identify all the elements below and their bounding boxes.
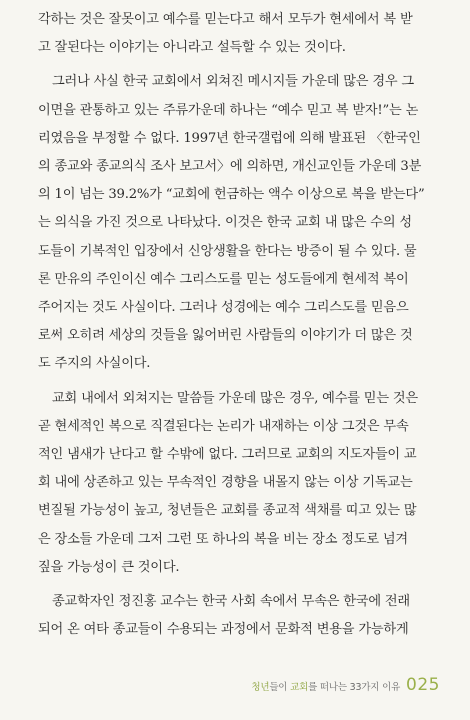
text-line: 로써 오히려 세상의 것들을 잃어버린 사람들의 이야기가 더 많은 것 [38,328,413,344]
page-number: 025 [406,675,440,695]
paragraph-3 [38,385,450,582]
paragraph-1 [38,6,450,62]
running-title [251,679,400,693]
text-line: 론 만유의 주인이신 예수 그리스도를 믿는 성도들에게 현세적 복이 [38,271,409,287]
text-line: 변질될 가능성이 높고, 청년들은 교회를 종교적 색채를 띠고 있는 많 [38,503,417,519]
running-title-accent: 청년 [251,682,270,693]
text-line: 그러나 사실 한국 교회에서 외쳐진 메시지들 가운데 많은 경우 그 [52,74,414,90]
text-line: 이면을 관통하고 있는 주류가운데 하나는 “예수 믿고 복 받자!”는 논 [38,102,419,118]
text-line: 도들이 기복적인 입장에서 신앙생활을 한다는 방증이 될 수 있다. 물 [38,243,417,259]
text-line: 교회 내에서 외쳐지는 말씀들 가운데 많은 경우, 예수를 믿는 것은 [52,390,418,406]
text-line: 도 주지의 사실이다. [38,356,151,372]
text-line: 종교학자인 정진홍 교수는 한국 사회 속에서 무속은 한국에 전래 [52,594,410,610]
text-line: 회 내에 상존하고 있는 무속적인 경향을 내몰지 않는 이상 기독교는 [38,475,413,491]
text-line: 각하는 것은 잘못이고 예수를 믿는다고 해서 모두가 현세에서 복 받 [38,12,413,27]
text-line: 는 의식을 가진 것으로 나타났다. 이것은 한국 교회 내 많은 수의 성 [38,215,412,231]
text-line: 의 1이 넘는 39.2%가 “교회에 헌금하는 액수 이상으로 복을 받는다” [38,187,425,203]
text-line: 곧 현세적인 복으로 직결된다는 논리가 내재하는 이상 그것은 무속 [38,418,409,434]
text-line: 주어지는 것도 사실이다. 그러나 성경에는 예수 그리스도를 믿음으 [38,300,409,316]
paragraph-4 [38,588,450,644]
text-line: 리였음을 부정할 수 없다. 1997년 한국갤럽에 의해 발표된 〈한국인 [38,130,421,146]
text-line: 고 잘된다는 이야기는 아니라고 설득할 수 있는 것이다. [38,40,346,56]
text-line: 짚을 가능성이 큰 것이다. [38,559,180,575]
running-title-text: 를 떠나는 33가지 이유 [308,682,401,693]
text-line: 되어 온 여타 종교들이 수용되는 과정에서 문화적 변용을 가능하게 [38,622,409,638]
body-text [38,6,450,644]
paragraph-2 [38,68,450,378]
text-line: 적인 냄새가 난다고 할 수밖에 없다. 그러므로 교회의 지도자들이 교 [38,447,417,463]
running-title-text: 들이 [269,682,291,693]
page-footer [251,675,440,695]
running-title-accent: 교회 [290,682,309,693]
text-line: 의 종교와 종교의식 조사 보고서〉에 의하면, 개신교인들 가운데 3분 [38,159,422,175]
text-line: 은 장소들 가운데 그저 그런 또 하나의 복을 비는 장소 정도로 넘겨 [38,531,408,547]
